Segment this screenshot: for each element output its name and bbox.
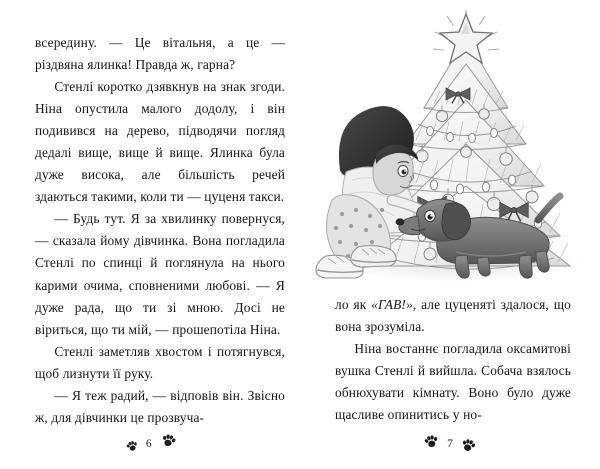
left-page-body-text xyxy=(35,32,285,429)
tail xyxy=(538,196,560,220)
paw-print-icon xyxy=(160,433,176,449)
paragraph: всередину. — Це вітальня, а це — різдвяна ялинка! Правда ж, гарна? xyxy=(35,35,285,73)
paw-print-icon xyxy=(460,438,477,455)
paragraph: — Будь тут. Я за хвилинку повернуся, — сказала йому дівчинка. Вона погладила Стенлі по спинці й поглянула на нього карими очима, сповненими любові. — Я дуже рада, що ти зі мною. Досі не віриться, що ти мій, — прошепотіла Ніна. xyxy=(35,211,285,337)
paragraph: — Я теж радий, — відповів він. Звісно ж, для дівчинки це прозвуча- xyxy=(35,387,285,425)
nose xyxy=(396,218,405,225)
page-number: 6 xyxy=(145,438,152,451)
paragraph: Стенлі заметляв хвостом і потягнувся, щоб лизнути її руку. xyxy=(35,343,285,381)
left-page-folio xyxy=(0,433,300,455)
paragraph: Стенлі коротко дзявкнув на знак згоди. Ніна опустила малого додолу, і він подивився на дерево, підводячи погляд дедалі вище, вище й вище. Ялинка була дуже висока, але більшість речей здаються такими, коли ти — цуценя такси. xyxy=(35,79,285,205)
illustration-canvas xyxy=(306,4,598,288)
paragraph: Ніна востаннє погладила оксамитові вушка Стенлі й вийшла. Собача взялось обнюхувати кімнату. Воно було дуже щасливе опинитись у но- xyxy=(335,341,571,423)
paw-print-icon xyxy=(423,434,439,450)
right-page-body-text xyxy=(335,294,571,426)
paragraph xyxy=(335,294,571,338)
eye xyxy=(398,165,408,176)
ear xyxy=(442,203,471,240)
bark-emphasis: «ГАВ!» xyxy=(371,297,413,312)
right-page xyxy=(300,0,600,469)
paragraph-pre: ло як xyxy=(335,297,372,312)
paragraph-post: , але цуценяті здалося, що вона зрозуміла. xyxy=(335,297,571,335)
paw-print-icon xyxy=(125,439,139,453)
right-page-folio xyxy=(300,433,600,455)
christmas-tree-girl-and-dachshund-illustration xyxy=(306,4,598,288)
sneaker xyxy=(351,246,396,268)
eye xyxy=(425,210,435,221)
page-number: 7 xyxy=(447,438,453,451)
